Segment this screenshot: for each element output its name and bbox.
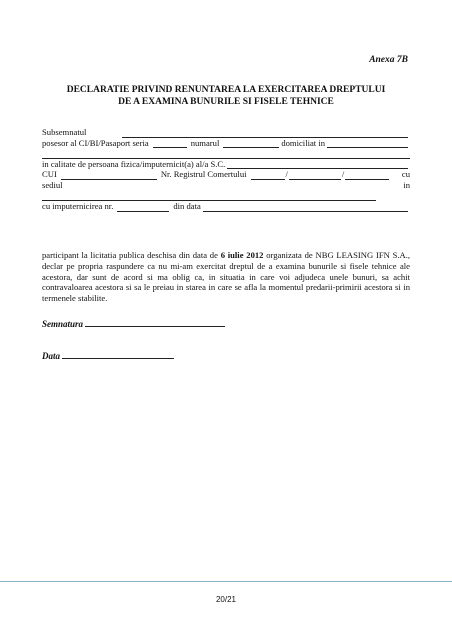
cui-label: CUI — [42, 169, 57, 180]
mandate-number-blank — [117, 203, 169, 212]
declaration-title — [40, 84, 412, 108]
cui-blank — [61, 171, 157, 180]
address-blank — [327, 139, 408, 148]
subsemnatul-label: Subsemnatul — [42, 127, 87, 137]
signature-blank[interactable] — [85, 318, 225, 327]
form-line-address-cont — [42, 148, 410, 159]
form-line-sediul — [42, 180, 410, 191]
numarul-label: numarul — [190, 137, 220, 148]
registru-blank-1 — [251, 171, 285, 180]
form-line-sediul-blank — [42, 191, 410, 202]
date-label: Data — [42, 351, 60, 361]
form-line-imputernicire — [42, 201, 410, 212]
in-label: in — [403, 179, 410, 190]
headquarters-blank — [42, 192, 376, 201]
title-line-2: DE A EXAMINA BUNURILE SI FISELE TEHNICE — [118, 97, 334, 107]
paragraph-text-2: organizata de NBG LEASING IFN S.A., declar pe propria raspundere ca nu mi-am exercitat dreptul de a examina bunurile si fisele tehnice ale acestora, dar sunt de acord si ma oblig ca, in situatia in care voi adjudeca unele bunuri, sa achit contravaloarea acestora si sa le preiau in starea in care se afla la momentul predarii-primirii acestora si in termenele stabilite. — [42, 250, 411, 304]
imputernicire-label: cu imputernicirea nr. — [42, 201, 114, 212]
declaration-paragraph — [42, 250, 410, 304]
date-field — [42, 350, 174, 361]
auction-date: 6 iulie 2012 — [220, 250, 264, 260]
name-blank — [122, 129, 408, 138]
registru-label: Nr. Registrul Comertului — [160, 169, 247, 180]
cu-label: cu — [401, 169, 410, 180]
id-series-blank — [153, 139, 187, 148]
signature-label: Semnatura — [42, 319, 84, 329]
id-number-blank — [223, 139, 279, 148]
identity-form — [42, 127, 410, 212]
annex-label: Anexa 7B — [369, 55, 408, 65]
address-continued-blank — [42, 150, 410, 159]
form-line-subsemnatul — [42, 127, 410, 138]
registru-blank-3 — [345, 171, 389, 180]
domiciliat-label: domiciliat in — [281, 137, 326, 148]
posesor-label: posesor al CI/BI/Pasaport seria — [42, 137, 149, 148]
mandate-date-blank — [203, 203, 408, 212]
form-line-cui: CUI Nr. Registrul Comertului / / cu — [42, 169, 410, 180]
registru-blank-2 — [289, 171, 341, 180]
form-line-posesor — [42, 138, 410, 149]
paragraph-text-1: participant la licitatia publica deschisa din data de — [42, 250, 221, 260]
sediul-label: sediul — [42, 179, 63, 190]
din-data-label: din data — [173, 201, 201, 212]
footer-divider — [0, 581, 452, 582]
page-number: 20/21 — [215, 595, 237, 604]
form-line-calitate — [42, 159, 410, 170]
signature-field — [42, 318, 225, 329]
title-line-1: DECLARATIE PRIVIND RENUNTAREA LA EXERCITAREA DREPTULUI — [66, 85, 386, 95]
date-blank[interactable] — [62, 350, 174, 359]
calitate-label: in calitate de persoana fizica/imputernicit(a) al/a S.C. — [42, 158, 226, 169]
company-blank — [227, 160, 408, 169]
